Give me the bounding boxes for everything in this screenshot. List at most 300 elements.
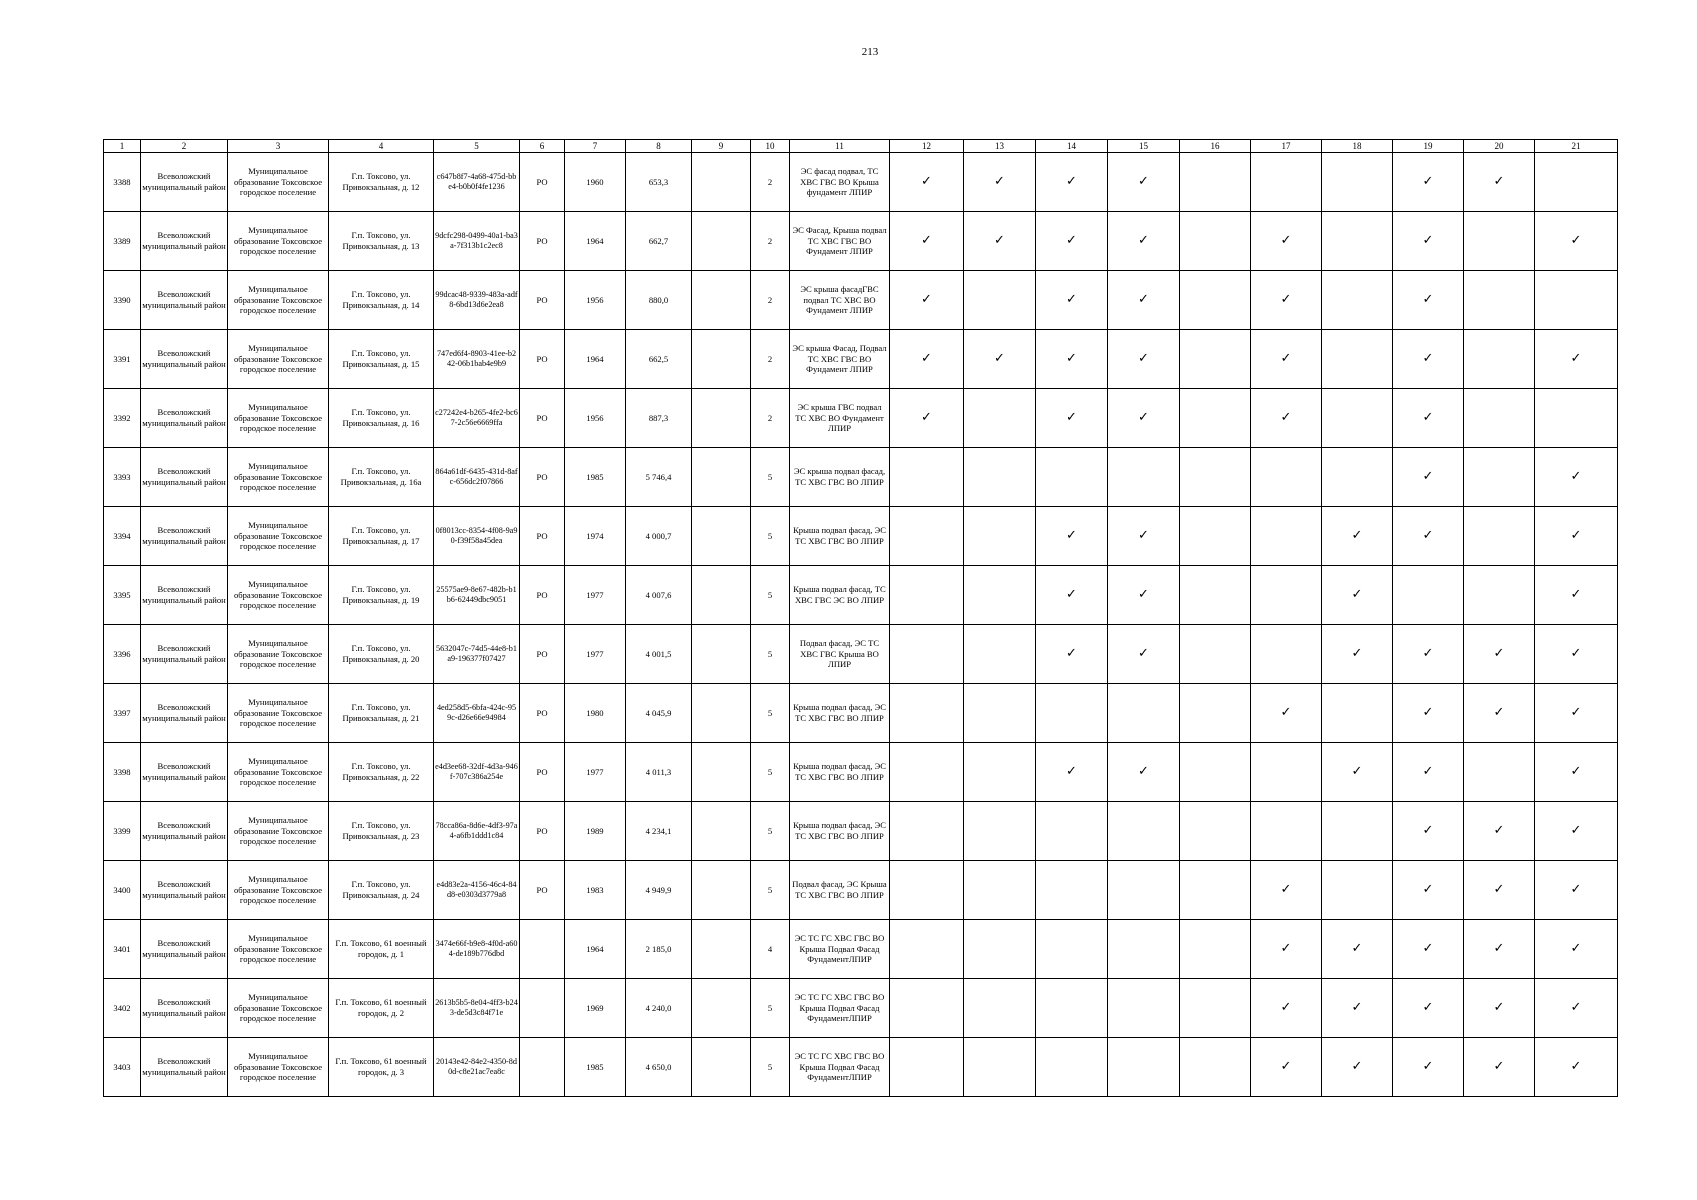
district-cell: Всеволожский муниципальный район bbox=[141, 507, 228, 566]
type-cell: РО bbox=[520, 212, 565, 271]
empty-cell bbox=[1322, 861, 1393, 920]
empty-cell bbox=[964, 448, 1036, 507]
empty-cell bbox=[964, 743, 1036, 802]
check-mark-icon: ✓ bbox=[1322, 566, 1393, 625]
check-mark-icon: ✓ bbox=[1535, 979, 1618, 1038]
empty-cell bbox=[964, 802, 1036, 861]
table-row bbox=[104, 448, 1618, 507]
empty-cell bbox=[1251, 566, 1322, 625]
empty-cell bbox=[964, 625, 1036, 684]
area-cell: 4 000,7 bbox=[626, 507, 692, 566]
check-mark-icon: ✓ bbox=[1535, 566, 1618, 625]
type-cell bbox=[520, 920, 565, 979]
column-9-cell bbox=[692, 861, 751, 920]
table-row bbox=[104, 1038, 1618, 1097]
column-9-cell bbox=[692, 920, 751, 979]
check-mark-icon: ✓ bbox=[1393, 271, 1464, 330]
municipality-cell: Муниципальное образование Токсовское городское поселение bbox=[228, 920, 329, 979]
address-cell: Г.п. Токсово, 61 военный городок, д. 1 bbox=[329, 920, 434, 979]
works-list-cell: ЭС ТС ГС ХВС ГВС ВО Крыша Подвал Фасад ФундаментЛПИР bbox=[790, 920, 890, 979]
district-cell: Всеволожский муниципальный район bbox=[141, 920, 228, 979]
address-cell: Г.п. Токсово, ул. Привокзальная, д. 16 bbox=[329, 389, 434, 448]
row-number-cell: 3403 bbox=[104, 1038, 141, 1097]
floors-cell: 5 bbox=[751, 861, 790, 920]
column-header: 10 bbox=[751, 140, 790, 153]
empty-cell bbox=[1036, 684, 1108, 743]
empty-cell bbox=[1036, 979, 1108, 1038]
row-number-cell: 3398 bbox=[104, 743, 141, 802]
buildings-registry-table bbox=[103, 139, 1618, 1097]
check-mark-icon: ✓ bbox=[1036, 212, 1108, 271]
district-cell: Всеволожский муниципальный район bbox=[141, 802, 228, 861]
area-cell: 4 949,9 bbox=[626, 861, 692, 920]
empty-cell bbox=[1108, 1038, 1180, 1097]
municipality-cell: Муниципальное образование Токсовское городское поселение bbox=[228, 743, 329, 802]
row-number-cell: 3397 bbox=[104, 684, 141, 743]
year-cell: 1960 bbox=[565, 153, 626, 212]
empty-cell bbox=[890, 507, 964, 566]
empty-cell bbox=[1180, 566, 1251, 625]
check-mark-icon: ✓ bbox=[1322, 1038, 1393, 1097]
address-cell: Г.п. Токсово, ул. Привокзальная, д. 23 bbox=[329, 802, 434, 861]
year-cell: 1985 bbox=[565, 1038, 626, 1097]
area-cell: 4 001,5 bbox=[626, 625, 692, 684]
check-mark-icon: ✓ bbox=[1464, 153, 1535, 212]
empty-cell bbox=[1322, 684, 1393, 743]
check-mark-icon: ✓ bbox=[1464, 1038, 1535, 1097]
empty-cell bbox=[1108, 448, 1180, 507]
empty-cell bbox=[1108, 684, 1180, 743]
address-cell: Г.п. Токсово, ул. Привокзальная, д. 17 bbox=[329, 507, 434, 566]
district-cell: Всеволожский муниципальный район bbox=[141, 271, 228, 330]
empty-cell bbox=[964, 920, 1036, 979]
column-9-cell bbox=[692, 389, 751, 448]
column-header: 17 bbox=[1251, 140, 1322, 153]
empty-cell bbox=[1180, 271, 1251, 330]
column-9-cell bbox=[692, 507, 751, 566]
municipality-cell: Муниципальное образование Токсовское городское поселение bbox=[228, 566, 329, 625]
building-id-cell: 4ed258d5-6bfa-424c-959c-d26e66e94984 bbox=[434, 684, 520, 743]
check-mark-icon: ✓ bbox=[1464, 625, 1535, 684]
year-cell: 1969 bbox=[565, 979, 626, 1038]
column-9-cell bbox=[692, 212, 751, 271]
check-mark-icon: ✓ bbox=[1251, 389, 1322, 448]
row-number-cell: 3402 bbox=[104, 979, 141, 1038]
check-mark-icon: ✓ bbox=[1535, 684, 1618, 743]
empty-cell bbox=[1036, 448, 1108, 507]
empty-cell bbox=[1108, 979, 1180, 1038]
check-mark-icon: ✓ bbox=[890, 212, 964, 271]
check-mark-icon: ✓ bbox=[1322, 979, 1393, 1038]
check-mark-icon: ✓ bbox=[1251, 920, 1322, 979]
column-header: 9 bbox=[692, 140, 751, 153]
works-list-cell: ЭС ТС ГС ХВС ГВС ВО Крыша Подвал Фасад ФундаментЛПИР bbox=[790, 1038, 890, 1097]
page-number: 213 bbox=[861, 46, 879, 58]
check-mark-icon: ✓ bbox=[1393, 802, 1464, 861]
table-row bbox=[104, 153, 1618, 212]
empty-cell bbox=[1464, 330, 1535, 389]
check-mark-icon: ✓ bbox=[1322, 920, 1393, 979]
empty-cell bbox=[964, 507, 1036, 566]
area-cell: 880,0 bbox=[626, 271, 692, 330]
check-mark-icon: ✓ bbox=[1393, 448, 1464, 507]
empty-cell bbox=[1464, 212, 1535, 271]
floors-cell: 4 bbox=[751, 920, 790, 979]
table-row bbox=[104, 743, 1618, 802]
empty-cell bbox=[964, 979, 1036, 1038]
check-mark-icon: ✓ bbox=[1535, 861, 1618, 920]
row-number-cell: 3390 bbox=[104, 271, 141, 330]
works-list-cell: ЭС крыша фасадГВС подвал ТС ХВС ВО Фундамент ЛПИР bbox=[790, 271, 890, 330]
row-number-cell: 3394 bbox=[104, 507, 141, 566]
district-cell: Всеволожский муниципальный район bbox=[141, 861, 228, 920]
building-id-cell: 25575ae9-8e67-482b-b1b6-62449dbc9051 bbox=[434, 566, 520, 625]
check-mark-icon: ✓ bbox=[964, 153, 1036, 212]
type-cell: РО bbox=[520, 566, 565, 625]
empty-cell bbox=[964, 389, 1036, 448]
empty-cell bbox=[1180, 743, 1251, 802]
municipality-cell: Муниципальное образование Токсовское городское поселение bbox=[228, 1038, 329, 1097]
table-row bbox=[104, 625, 1618, 684]
check-mark-icon: ✓ bbox=[1251, 861, 1322, 920]
address-cell: Г.п. Токсово, ул. Привокзальная, д. 22 bbox=[329, 743, 434, 802]
empty-cell bbox=[1180, 212, 1251, 271]
column-9-cell bbox=[692, 153, 751, 212]
empty-cell bbox=[964, 566, 1036, 625]
type-cell: РО bbox=[520, 507, 565, 566]
year-cell: 1964 bbox=[565, 920, 626, 979]
empty-cell bbox=[890, 1038, 964, 1097]
district-cell: Всеволожский муниципальный район bbox=[141, 153, 228, 212]
works-list-cell: ЭС фасад подвал, ТС ХВС ГВС ВО Крыша фундамент ЛПИР bbox=[790, 153, 890, 212]
empty-cell bbox=[890, 566, 964, 625]
check-mark-icon: ✓ bbox=[1535, 625, 1618, 684]
table-row bbox=[104, 212, 1618, 271]
empty-cell bbox=[964, 684, 1036, 743]
area-cell: 4 011,3 bbox=[626, 743, 692, 802]
empty-cell bbox=[890, 861, 964, 920]
type-cell: РО bbox=[520, 802, 565, 861]
empty-cell bbox=[1251, 153, 1322, 212]
type-cell: РО bbox=[520, 861, 565, 920]
empty-cell bbox=[1036, 1038, 1108, 1097]
building-id-cell: 3474e66f-b9e8-4f0d-a604-de189b776dbd bbox=[434, 920, 520, 979]
floors-cell: 2 bbox=[751, 153, 790, 212]
empty-cell bbox=[1322, 153, 1393, 212]
address-cell: Г.п. Токсово, 61 военный городок, д. 3 bbox=[329, 1038, 434, 1097]
check-mark-icon: ✓ bbox=[1393, 743, 1464, 802]
year-cell: 1983 bbox=[565, 861, 626, 920]
empty-cell bbox=[1251, 743, 1322, 802]
row-number-cell: 3392 bbox=[104, 389, 141, 448]
works-list-cell: ЭС ТС ГС ХВС ГВС ВО Крыша Подвал Фасад ФундаментЛПИР bbox=[790, 979, 890, 1038]
area-cell: 653,3 bbox=[626, 153, 692, 212]
type-cell bbox=[520, 979, 565, 1038]
check-mark-icon: ✓ bbox=[1464, 684, 1535, 743]
area-cell: 5 746,4 bbox=[626, 448, 692, 507]
building-id-cell: 9dcfc298-0499-40a1-ba3a-7f313b1c2ec8 bbox=[434, 212, 520, 271]
empty-cell bbox=[1464, 566, 1535, 625]
empty-cell bbox=[1322, 212, 1393, 271]
column-9-cell bbox=[692, 684, 751, 743]
empty-cell bbox=[890, 448, 964, 507]
municipality-cell: Муниципальное образование Токсовское городское поселение bbox=[228, 507, 329, 566]
area-cell: 662,5 bbox=[626, 330, 692, 389]
address-cell: Г.п. Токсово, 61 военный городок, д. 2 bbox=[329, 979, 434, 1038]
type-cell: РО bbox=[520, 271, 565, 330]
column-header: 15 bbox=[1108, 140, 1180, 153]
address-cell: Г.п. Токсово, ул. Привокзальная, д. 12 bbox=[329, 153, 434, 212]
check-mark-icon: ✓ bbox=[1108, 330, 1180, 389]
table-row bbox=[104, 920, 1618, 979]
table-row bbox=[104, 330, 1618, 389]
floors-cell: 5 bbox=[751, 979, 790, 1038]
floors-cell: 5 bbox=[751, 507, 790, 566]
floors-cell: 2 bbox=[751, 330, 790, 389]
area-cell: 4 240,0 bbox=[626, 979, 692, 1038]
check-mark-icon: ✓ bbox=[964, 330, 1036, 389]
building-id-cell: 78cca86a-8d6e-4df3-97a4-a6fb1ddd1c84 bbox=[434, 802, 520, 861]
check-mark-icon: ✓ bbox=[1464, 920, 1535, 979]
municipality-cell: Муниципальное образование Токсовское городское поселение bbox=[228, 212, 329, 271]
check-mark-icon: ✓ bbox=[1393, 507, 1464, 566]
column-header: 3 bbox=[228, 140, 329, 153]
year-cell: 1974 bbox=[565, 507, 626, 566]
area-cell: 4 650,0 bbox=[626, 1038, 692, 1097]
check-mark-icon: ✓ bbox=[1393, 389, 1464, 448]
column-header: 14 bbox=[1036, 140, 1108, 153]
works-list-cell: ЭС Фасад, Крыша подвал ТС ХВС ГВС ВО Фундамент ЛПИР bbox=[790, 212, 890, 271]
check-mark-icon: ✓ bbox=[1393, 979, 1464, 1038]
address-cell: Г.п. Токсово, ул. Привокзальная, д. 21 bbox=[329, 684, 434, 743]
empty-cell bbox=[890, 743, 964, 802]
address-cell: Г.п. Токсово, ул. Привокзальная, д. 19 bbox=[329, 566, 434, 625]
building-id-cell: c27242e4-b265-4fe2-bc67-2c56e6669ffa bbox=[434, 389, 520, 448]
area-cell: 4 007,6 bbox=[626, 566, 692, 625]
empty-cell bbox=[1251, 507, 1322, 566]
column-header: 12 bbox=[890, 140, 964, 153]
empty-cell bbox=[1180, 330, 1251, 389]
check-mark-icon: ✓ bbox=[1251, 271, 1322, 330]
floors-cell: 2 bbox=[751, 271, 790, 330]
empty-cell bbox=[1322, 389, 1393, 448]
empty-cell bbox=[1036, 802, 1108, 861]
district-cell: Всеволожский муниципальный район bbox=[141, 389, 228, 448]
empty-cell bbox=[1180, 802, 1251, 861]
check-mark-icon: ✓ bbox=[1108, 271, 1180, 330]
table-row bbox=[104, 802, 1618, 861]
column-header: 4 bbox=[329, 140, 434, 153]
district-cell: Всеволожский муниципальный район bbox=[141, 448, 228, 507]
table-row bbox=[104, 979, 1618, 1038]
column-header: 21 bbox=[1535, 140, 1618, 153]
table-row bbox=[104, 507, 1618, 566]
check-mark-icon: ✓ bbox=[1251, 684, 1322, 743]
year-cell: 1977 bbox=[565, 743, 626, 802]
building-id-cell: 5632047c-74d5-44e8-b1a9-196377f07427 bbox=[434, 625, 520, 684]
empty-cell bbox=[1464, 743, 1535, 802]
column-header: 16 bbox=[1180, 140, 1251, 153]
row-number-cell: 3389 bbox=[104, 212, 141, 271]
floors-cell: 5 bbox=[751, 684, 790, 743]
check-mark-icon: ✓ bbox=[1535, 743, 1618, 802]
check-mark-icon: ✓ bbox=[1251, 212, 1322, 271]
empty-cell bbox=[1180, 979, 1251, 1038]
municipality-cell: Муниципальное образование Токсовское городское поселение bbox=[228, 802, 329, 861]
year-cell: 1980 bbox=[565, 684, 626, 743]
header-row bbox=[104, 140, 1618, 153]
empty-cell bbox=[1180, 448, 1251, 507]
works-list-cell: ЭС крыша Фасад, Подвал ТС ХВС ГВС ВО Фундамент ЛПИР bbox=[790, 330, 890, 389]
column-9-cell bbox=[692, 330, 751, 389]
check-mark-icon: ✓ bbox=[1036, 330, 1108, 389]
check-mark-icon: ✓ bbox=[1535, 330, 1618, 389]
municipality-cell: Муниципальное образование Токсовское городское поселение bbox=[228, 448, 329, 507]
building-id-cell: 864a61df-6435-431d-8afc-656dc2f07866 bbox=[434, 448, 520, 507]
empty-cell bbox=[890, 625, 964, 684]
check-mark-icon: ✓ bbox=[1464, 802, 1535, 861]
empty-cell bbox=[1322, 802, 1393, 861]
address-cell: Г.п. Токсово, ул. Привокзальная, д. 15 bbox=[329, 330, 434, 389]
empty-cell bbox=[1180, 1038, 1251, 1097]
check-mark-icon: ✓ bbox=[890, 153, 964, 212]
row-number-cell: 3400 bbox=[104, 861, 141, 920]
empty-cell bbox=[1180, 153, 1251, 212]
column-9-cell bbox=[692, 625, 751, 684]
check-mark-icon: ✓ bbox=[890, 389, 964, 448]
building-id-cell: 0f8013cc-8354-4f08-9a90-f39f58a45dea bbox=[434, 507, 520, 566]
table-row bbox=[104, 861, 1618, 920]
check-mark-icon: ✓ bbox=[1036, 153, 1108, 212]
check-mark-icon: ✓ bbox=[1393, 861, 1464, 920]
column-9-cell bbox=[692, 802, 751, 861]
address-cell: Г.п. Токсово, ул. Привокзальная, д. 20 bbox=[329, 625, 434, 684]
empty-cell bbox=[1180, 861, 1251, 920]
check-mark-icon: ✓ bbox=[1251, 330, 1322, 389]
works-list-cell: Подвал фасад, ЭС ТС ХВС ГВС Крыша ВО ЛПИР bbox=[790, 625, 890, 684]
row-number-cell: 3399 bbox=[104, 802, 141, 861]
check-mark-icon: ✓ bbox=[1535, 802, 1618, 861]
check-mark-icon: ✓ bbox=[1036, 743, 1108, 802]
empty-cell bbox=[890, 802, 964, 861]
building-id-cell: 99dcac48-9339-483a-adf8-6bd13d6e2ea8 bbox=[434, 271, 520, 330]
empty-cell bbox=[1464, 389, 1535, 448]
empty-cell bbox=[964, 1038, 1036, 1097]
empty-cell bbox=[890, 979, 964, 1038]
column-header: 11 bbox=[790, 140, 890, 153]
empty-cell bbox=[1322, 330, 1393, 389]
column-header: 2 bbox=[141, 140, 228, 153]
floors-cell: 5 bbox=[751, 448, 790, 507]
district-cell: Всеволожский муниципальный район bbox=[141, 625, 228, 684]
row-number-cell: 3401 bbox=[104, 920, 141, 979]
type-cell: РО bbox=[520, 625, 565, 684]
check-mark-icon: ✓ bbox=[1036, 566, 1108, 625]
check-mark-icon: ✓ bbox=[1108, 507, 1180, 566]
empty-cell bbox=[1464, 271, 1535, 330]
district-cell: Всеволожский муниципальный район bbox=[141, 330, 228, 389]
row-number-cell: 3391 bbox=[104, 330, 141, 389]
row-number-cell: 3395 bbox=[104, 566, 141, 625]
district-cell: Всеволожский муниципальный район bbox=[141, 743, 228, 802]
column-header: 7 bbox=[565, 140, 626, 153]
empty-cell bbox=[1108, 802, 1180, 861]
type-cell: РО bbox=[520, 448, 565, 507]
year-cell: 1964 bbox=[565, 212, 626, 271]
empty-cell bbox=[1322, 271, 1393, 330]
check-mark-icon: ✓ bbox=[1108, 389, 1180, 448]
year-cell: 1985 bbox=[565, 448, 626, 507]
type-cell: РО bbox=[520, 389, 565, 448]
year-cell: 1977 bbox=[565, 625, 626, 684]
column-header: 19 bbox=[1393, 140, 1464, 153]
municipality-cell: Муниципальное образование Токсовское городское поселение bbox=[228, 684, 329, 743]
district-cell: Всеволожский муниципальный район bbox=[141, 684, 228, 743]
building-id-cell: c647b8f7-4a68-475d-bbe4-b0b0f4fe1236 bbox=[434, 153, 520, 212]
year-cell: 1964 bbox=[565, 330, 626, 389]
column-header: 13 bbox=[964, 140, 1036, 153]
address-cell: Г.п. Токсово, ул. Привокзальная, д. 13 bbox=[329, 212, 434, 271]
floors-cell: 5 bbox=[751, 566, 790, 625]
check-mark-icon: ✓ bbox=[1393, 920, 1464, 979]
works-list-cell: Крыша подвал фасад, ЭС ТС ХВС ГВС ВО ЛПИР bbox=[790, 743, 890, 802]
type-cell: РО bbox=[520, 743, 565, 802]
empty-cell bbox=[964, 861, 1036, 920]
type-cell bbox=[520, 1038, 565, 1097]
building-id-cell: 2613b5b5-8e04-4ff3-b243-de5d3c84f71e bbox=[434, 979, 520, 1038]
check-mark-icon: ✓ bbox=[1322, 507, 1393, 566]
column-header: 6 bbox=[520, 140, 565, 153]
column-header: 5 bbox=[434, 140, 520, 153]
table-body bbox=[104, 153, 1618, 1097]
table-row bbox=[104, 566, 1618, 625]
check-mark-icon: ✓ bbox=[1251, 979, 1322, 1038]
table-header bbox=[104, 140, 1618, 153]
check-mark-icon: ✓ bbox=[1393, 684, 1464, 743]
address-cell: Г.п. Токсово, ул. Привокзальная, д. 16а bbox=[329, 448, 434, 507]
check-mark-icon: ✓ bbox=[1322, 743, 1393, 802]
type-cell: РО bbox=[520, 153, 565, 212]
municipality-cell: Муниципальное образование Токсовское городское поселение bbox=[228, 979, 329, 1038]
empty-cell bbox=[1180, 684, 1251, 743]
empty-cell bbox=[1180, 920, 1251, 979]
empty-cell bbox=[890, 684, 964, 743]
floors-cell: 5 bbox=[751, 1038, 790, 1097]
check-mark-icon: ✓ bbox=[1535, 448, 1618, 507]
district-cell: Всеволожский муниципальный район bbox=[141, 979, 228, 1038]
check-mark-icon: ✓ bbox=[890, 330, 964, 389]
municipality-cell: Муниципальное образование Токсовское городское поселение bbox=[228, 389, 329, 448]
building-id-cell: e4d3ee68-32df-4d3a-946f-707c386a254e bbox=[434, 743, 520, 802]
works-list-cell: Подвал фасад, ЭС Крыша ТС ХВС ГВС ВО ЛПИР bbox=[790, 861, 890, 920]
works-list-cell: Крыша подвал фасад, ЭС ТС ХВС ГВС ВО ЛПИР bbox=[790, 507, 890, 566]
area-cell: 4 045,9 bbox=[626, 684, 692, 743]
check-mark-icon: ✓ bbox=[1535, 212, 1618, 271]
municipality-cell: Муниципальное образование Токсовское городское поселение bbox=[228, 330, 329, 389]
check-mark-icon: ✓ bbox=[1108, 566, 1180, 625]
check-mark-icon: ✓ bbox=[1464, 861, 1535, 920]
empty-cell bbox=[1251, 802, 1322, 861]
check-mark-icon: ✓ bbox=[1393, 1038, 1464, 1097]
municipality-cell: Муниципальное образование Токсовское городское поселение bbox=[228, 625, 329, 684]
check-mark-icon: ✓ bbox=[1036, 507, 1108, 566]
empty-cell bbox=[1180, 507, 1251, 566]
column-header: 1 bbox=[104, 140, 141, 153]
floors-cell: 5 bbox=[751, 743, 790, 802]
check-mark-icon: ✓ bbox=[1251, 1038, 1322, 1097]
column-9-cell bbox=[692, 566, 751, 625]
works-list-cell: ЭС крыша ГВС подвал ТС ХВС ВО Фундамент ЛПИР bbox=[790, 389, 890, 448]
